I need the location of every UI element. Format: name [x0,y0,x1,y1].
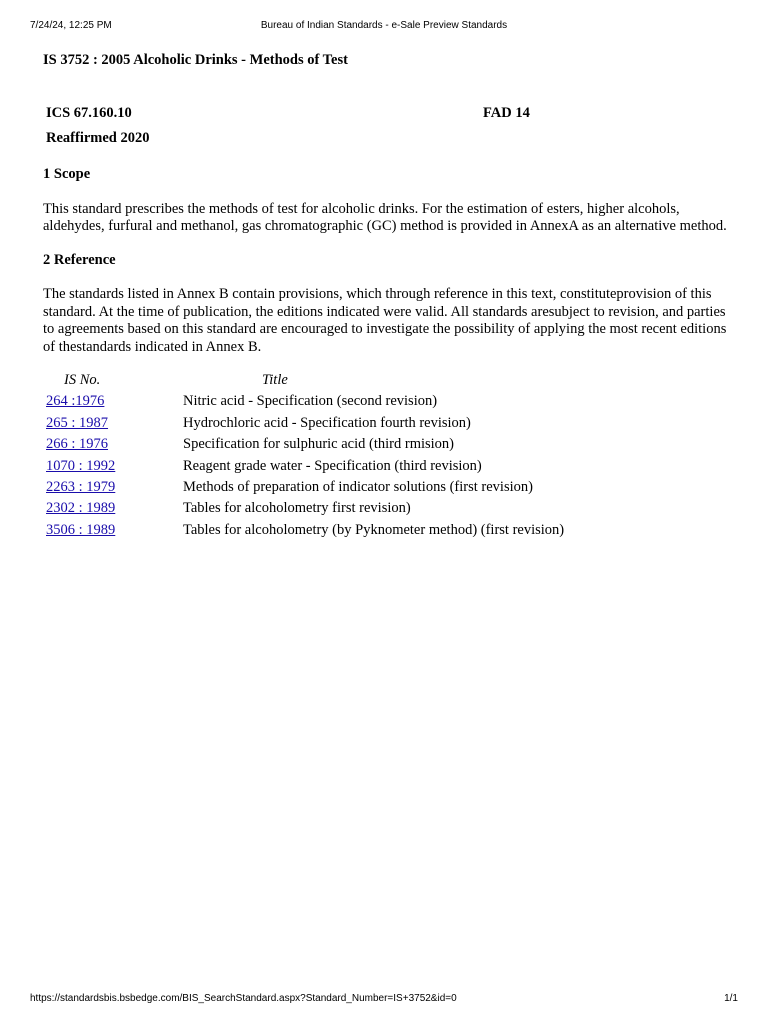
print-datetime: 7/24/24, 12:25 PM [30,20,112,31]
document-title: IS 3752 : 2005 Alcoholic Drinks - Methods of Test [43,52,348,68]
document-content [43,166,733,543]
table-row [46,500,733,521]
table-row [46,415,733,436]
metadata-row [46,130,666,155]
standard-title: Tables for alcoholometry first revision) [183,500,411,517]
table-row [46,522,733,543]
table-row [46,458,733,479]
page-number: 1/1 [724,993,738,1004]
table-row [46,436,733,457]
standard-title: Specification for sulphuric acid (third rmision) [183,436,454,453]
column-header-is-no: IS No. [64,372,101,388]
table-row [46,393,733,414]
metadata-block [46,105,666,155]
scope-heading: 1 Scope [43,166,91,182]
standard-title: Reagent grade water - Specification (third revision) [183,457,482,474]
reference-table [46,372,733,543]
metadata-row [46,105,666,130]
ics-code: ICS 67.160.10 [46,105,132,121]
standard-link[interactable]: 1070 : 1992 [46,457,116,474]
reference-table-header [46,372,733,393]
column-header-title: Title [262,372,288,388]
reference-text: The standards listed in Annex B contain provisions, which through reference in this text, constituteprovision of this standard. At the time of publication, the editions indicated were valid. All standards aresubject to revision, and parties to agreements based on this standard are encouraged to investigate the possibility of applying the most recent editions of thestandards indicated in Annex B. [43,286,727,355]
standard-link[interactable]: 2302 : 1989 [46,500,116,517]
print-url: https://standardsbis.bsbedge.com/BIS_SearchStandard.aspx?Standard_Number=IS+3752&id=0 [30,993,457,1004]
print-header [0,20,768,34]
scope-text: This standard prescribes the methods of test for alcoholic drinks. For the estimation of esters, higher alcohols, aldehydes, furfural and methanol, gas chromatographic (GC) method is provided in AnnexA as an alternative method. [43,200,727,234]
print-page-title: Bureau of Indian Standards - e-Sale Preview Standards [260,20,508,31]
print-footer [0,993,768,1007]
standard-link[interactable]: 3506 : 1989 [46,521,116,538]
standard-link[interactable]: 264 :1976 [46,393,105,410]
table-row [46,479,733,500]
standard-title: Hydrochloric acid - Specification fourth revision) [183,414,471,431]
reaffirmed-status: Reaffirmed 2020 [46,130,150,146]
standard-title: Nitric acid - Specification (second revision) [183,393,438,410]
standard-title: Tables for alcoholometry (by Pyknometer method) (first revision) [183,521,565,538]
standard-link[interactable]: 265 : 1987 [46,414,109,431]
standard-link[interactable]: 266 : 1976 [46,436,109,453]
standard-link[interactable]: 2263 : 1979 [46,478,116,495]
committee-code: FAD 14 [483,105,530,121]
reference-heading: 2 Reference [43,251,116,268]
standard-title: Methods of preparation of indicator solutions (first revision) [183,478,533,495]
